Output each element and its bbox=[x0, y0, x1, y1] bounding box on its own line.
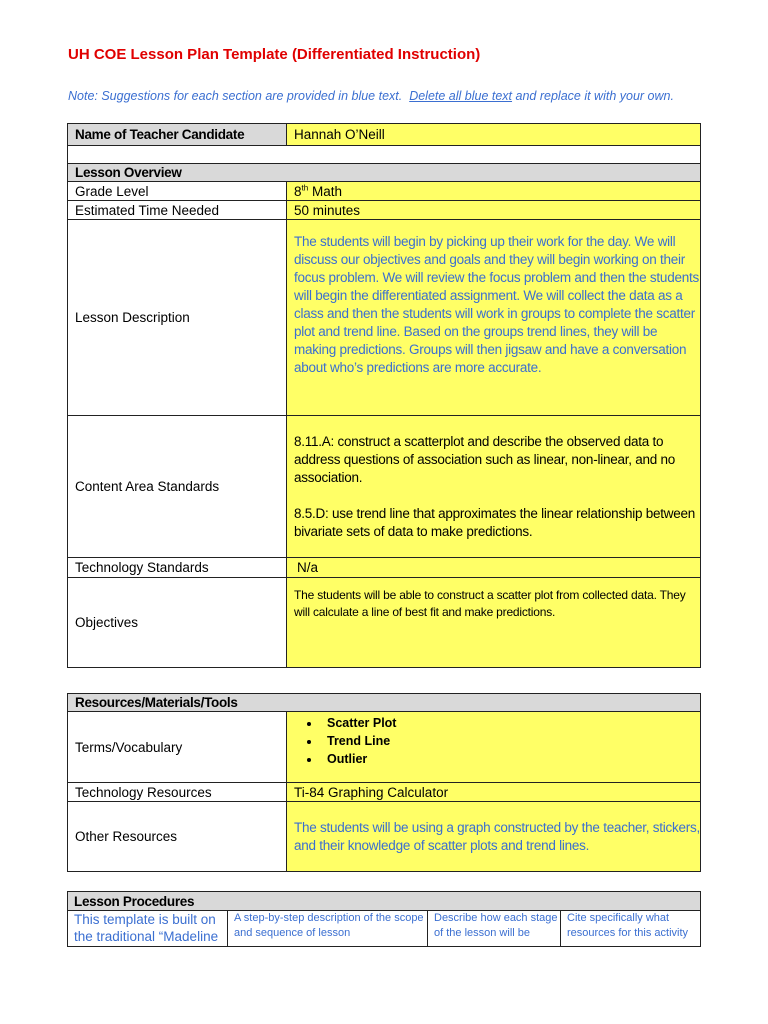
terms-list bbox=[294, 714, 700, 768]
note-delete-link[interactable]: Delete all blue text bbox=[409, 89, 513, 103]
time-needed-label: Estimated Time Needed bbox=[68, 201, 287, 220]
objectives-label: Objectives bbox=[68, 578, 287, 668]
term-item: • Trend Line bbox=[321, 732, 700, 750]
grade-subject: Math bbox=[311, 183, 342, 199]
lesson-overview-table bbox=[67, 163, 701, 668]
lesson-description-label: Lesson Description bbox=[68, 220, 287, 416]
note-prefix: Note: Suggestions for each section are provided in blue text. bbox=[68, 89, 403, 103]
other-resources-field[interactable] bbox=[287, 802, 701, 872]
term-item: • Outlier bbox=[321, 750, 700, 768]
grade-level-label: Grade Level bbox=[68, 182, 287, 201]
grade-suffix: th bbox=[301, 183, 309, 192]
terms-field[interactable] bbox=[287, 712, 701, 783]
instruction-note bbox=[68, 89, 674, 103]
resources-header: Resources/Materials/Tools bbox=[68, 694, 701, 712]
document-title: UH COE Lesson Plan Template (Differentiated Instruction) bbox=[68, 46, 481, 63]
grade-level-field[interactable] bbox=[287, 182, 701, 201]
spacer-row bbox=[68, 146, 701, 165]
resources-table bbox=[67, 693, 701, 872]
tech-standards-label: Technology Standards bbox=[68, 558, 287, 578]
tech-resources-field[interactable]: Ti-84 Graphing Calculator bbox=[287, 783, 701, 802]
procedures-col-template[interactable]: This template is built on the traditional “Madeline bbox=[68, 911, 228, 947]
procedures-col-resources[interactable]: Cite specifically what resources for this activity bbox=[561, 911, 701, 947]
objectives-field[interactable] bbox=[287, 578, 701, 668]
time-needed-field[interactable]: 50 minutes bbox=[287, 201, 701, 220]
lesson-description-field[interactable] bbox=[287, 220, 701, 416]
content-standards-label: Content Area Standards bbox=[68, 416, 287, 558]
other-resources-label: Other Resources bbox=[68, 802, 287, 872]
tech-resources-label: Technology Resources bbox=[68, 783, 287, 802]
standard-8-11-a: 8.11.A: construct a scatterplot and describe the observed data to address questions of association such as linear, non-linear, and no association. bbox=[294, 433, 676, 485]
teacher-name-field[interactable]: Hannah O’Neill bbox=[287, 124, 701, 146]
terms-label: Terms/Vocabulary bbox=[68, 712, 287, 783]
procedures-col-stage[interactable]: Describe how each stage of the lesson will be bbox=[428, 911, 561, 947]
tech-standards-field[interactable]: N/a bbox=[287, 558, 701, 578]
teacher-table bbox=[67, 123, 701, 165]
grade-number: 8 bbox=[294, 183, 302, 199]
term-item: • Scatter Plot bbox=[321, 714, 700, 732]
note-suffix: and replace it with your own. bbox=[515, 89, 674, 103]
lesson-description-text: The students will begin by picking up their work for the day. We will discuss our objectives and goals and they will begin working on their focus problem. We will review the focus problem and then the students will begin the differentiated assignment. We will collect the data as a class and then the students will work in groups to complete the scatter plot and trend line. Based on the groups trend lines, they will be making predictions. Groups will then jigsaw and have a conversation about who’s predictions are more accurate. bbox=[294, 233, 699, 375]
lesson-procedures-table bbox=[67, 891, 701, 947]
content-standards-field[interactable] bbox=[287, 416, 701, 558]
lesson-overview-header: Lesson Overview bbox=[68, 164, 701, 182]
teacher-name-label: Name of Teacher Candidate bbox=[68, 124, 287, 146]
procedures-col-scope[interactable]: A step-by-step description of the scope and sequence of lesson bbox=[228, 911, 428, 947]
lesson-procedures-header: Lesson Procedures bbox=[68, 892, 701, 911]
other-resources-text: The students will be using a graph constructed by the teacher, stickers, and their knowledge of scatter plots and trend lines. bbox=[294, 819, 700, 853]
objectives-text: The students will be able to construct a scatter plot from collected data. They will calculate a line of best fit and make predictions. bbox=[294, 588, 686, 619]
standard-8-5-d: 8.5.D: use trend line that approximates the linear relationship between bivariate sets of data to make predictions. bbox=[294, 505, 696, 539]
